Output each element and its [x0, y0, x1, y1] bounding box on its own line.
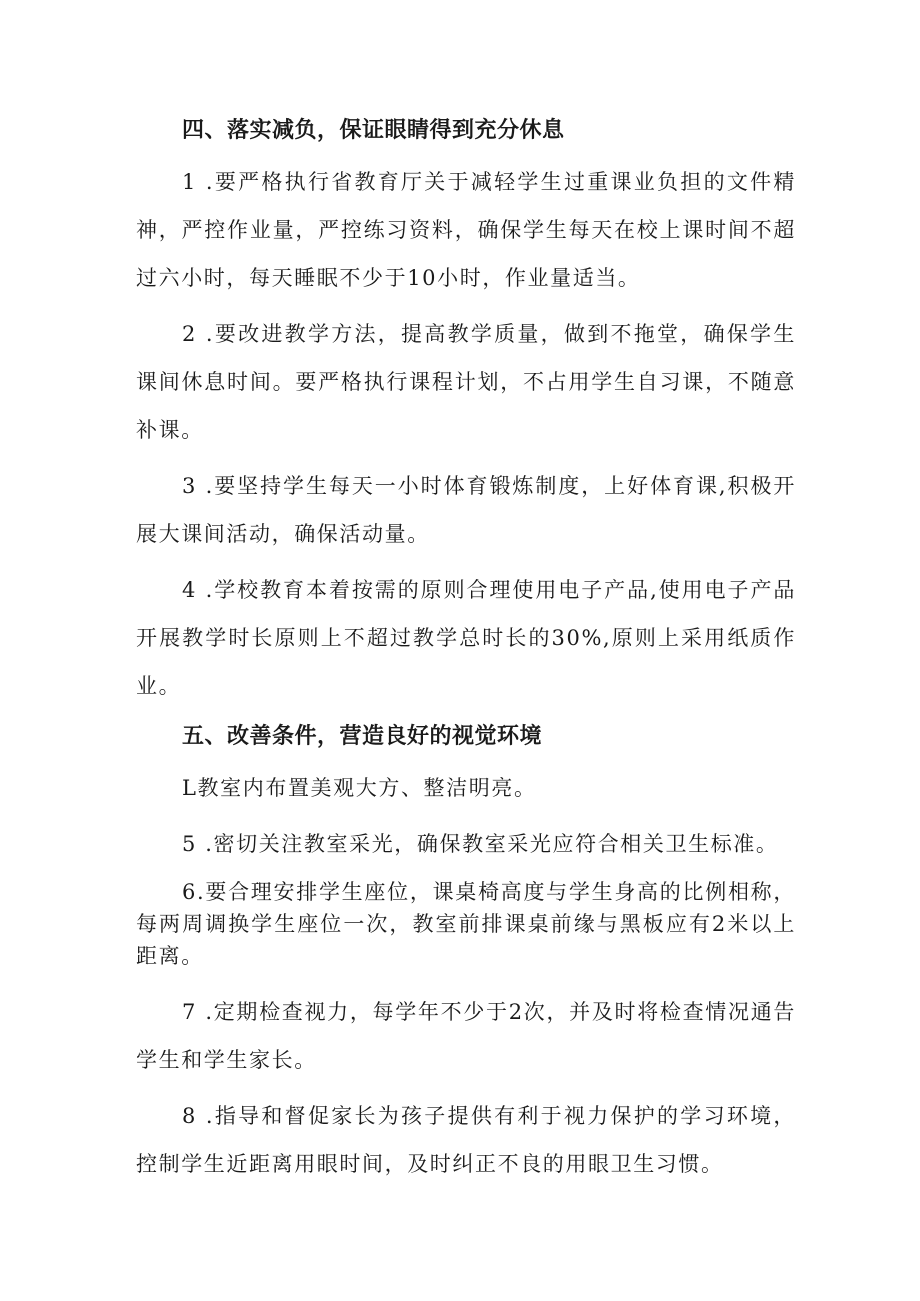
paragraph-5-5: 8 .指导和督促家长为孩子提供有利于视力保护的学习环境，控制学生近距离用眼时间，及时纠正不良的用眼卫生习惯。: [136, 1104, 796, 1176]
paragraph-5-2: 5 .密切关注教室采光，确保教室采光应符合相关卫生标准。: [182, 832, 779, 856]
paragraph-5-3: 6.要合理安排学生座位，课桌椅高度与学生身高的比例相称，每两周调换学生座位一次，教室前排课桌前缘与黑板应有2米以上距离。: [136, 880, 796, 968]
paragraph-4-1: 1 .要严格执行省教育厅关于减轻学生过重课业负担的文件精神，严控作业量，严控练习资料，确保学生每天在校上课时间不超过六小时，每天睡眠不少于10小时，作业量适当。: [136, 170, 796, 290]
document-page: [136, 112, 796, 1196]
paragraph-4-2: 2 .要改进教学方法，提高教学质量，做到不拖堂，确保学生课间休息时间。要严格执行课程计划，不占用学生自习课，不随意补课。: [136, 322, 796, 442]
paragraph-4-3: 3 .要坚持学生每天一小时体育锻炼制度，上好体育课,积极开展大课间活动，确保活动量。: [136, 474, 796, 546]
paragraph-5-4: 7 .定期检查视力，每学年不少于2次，并及时将检查情况通告学生和学生家长。: [136, 1000, 796, 1072]
section-heading-4: 四、落实减负，保证眼睛得到充分休息: [182, 118, 565, 143]
paragraph-5-1: L教室内布置美观大方、整洁明亮。: [182, 776, 537, 800]
section-heading-5: 五、改善条件，营造良好的视觉环境: [182, 724, 543, 749]
paragraph-4-4: 4 .学校教育本着按需的原则合理使用电子产品,使用电子产品开展教学时长原则上不超过教学总时长的30%,原则上采用纸质作业。: [136, 578, 796, 698]
